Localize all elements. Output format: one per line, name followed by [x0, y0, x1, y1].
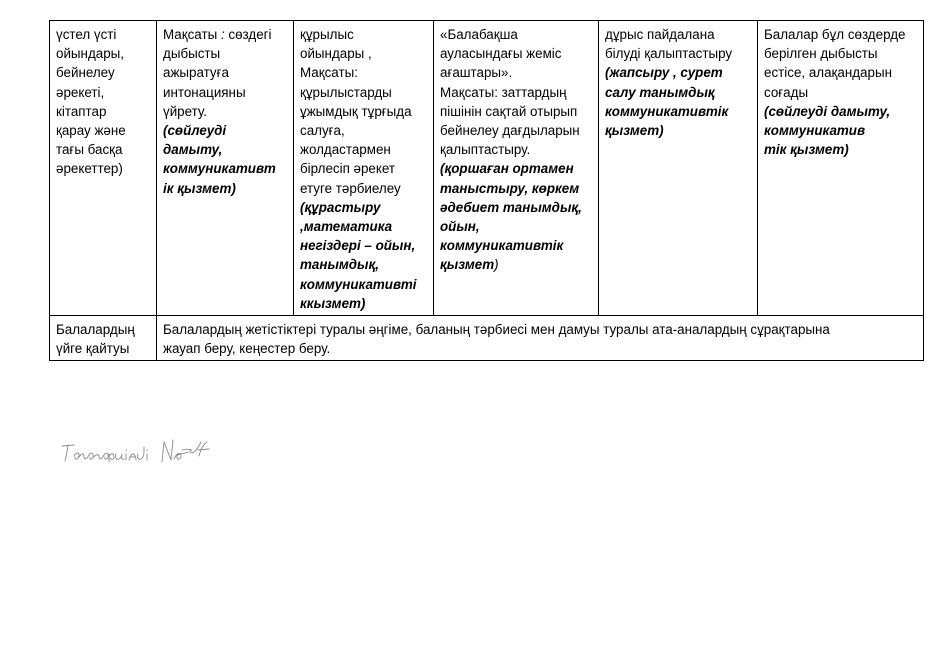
cell-line: «Балабақша: [440, 27, 518, 42]
cell-line-emphasis: коммуникативтік: [440, 238, 564, 254]
cell-line: білуді қалыптастыру: [605, 46, 733, 62]
cell-line: кітаптар: [56, 103, 107, 119]
table-row: [50, 316, 924, 361]
table-cell-speech-goal: [157, 21, 294, 316]
cell-line: дыбысты: [163, 46, 221, 62]
signature-image: [58, 430, 228, 470]
cell-line: тағы басқа: [56, 142, 123, 158]
cell-line-emphasis: тік қызмет): [764, 142, 849, 158]
cell-line-emphasis: коммуникативті: [300, 276, 417, 292]
cell-line-emphasis: коммуникатив: [764, 123, 866, 139]
cell-line-emphasis: салу танымдық: [605, 84, 715, 100]
cell-line-emphasis: әдебиет танымдық,: [440, 199, 582, 215]
cell-line: бірлесіп әрекет: [300, 161, 396, 177]
cell-line: жауап беру, кеңестер беру.: [163, 341, 331, 357]
cell-line-emphasis: ккызмет): [300, 295, 366, 311]
table-cell-sound-game: [758, 21, 924, 316]
goal-rest: сөздегі: [224, 27, 272, 42]
cell-line: ойындары,: [56, 46, 124, 62]
cell-line: үйрету.: [163, 103, 207, 119]
cell-line: соғады: [764, 84, 809, 100]
cell-line-emphasis: (сөйлеуді дамыту,: [764, 103, 891, 119]
cell-line: интонацияны: [163, 84, 246, 100]
cell-line: Балалар бұл сөздерде: [764, 27, 906, 42]
cell-line-emphasis: дамыту,: [163, 142, 223, 158]
cell-line-emphasis: қызмет): [605, 123, 664, 139]
goal-prefix: Мақсаты: [163, 27, 221, 42]
cell-line-emphasis: коммуникативтік: [605, 103, 729, 119]
cell-line: ағаштары».: [440, 65, 513, 81]
cell-line-emphasis: (қоршаған ортамен: [440, 161, 574, 177]
cell-line: пішінін сақтай отырып: [440, 103, 578, 119]
cell-line: қалыптастыру.: [440, 142, 531, 158]
cell-line-emphasis: ік қызмет): [163, 180, 236, 196]
cell-line: қарау және: [56, 123, 126, 139]
table-cell-construction: [294, 21, 434, 316]
cell-line: [440, 255, 592, 274]
cell-line-emphasis: (жапсыру , сурет: [605, 65, 723, 81]
cell-line-emphasis: таныстыру, көркем: [440, 180, 580, 196]
cell-line: естісе, алақандарын: [764, 65, 892, 81]
table-cell-parent-talk: [157, 316, 924, 361]
table-cell-applique: [599, 21, 758, 316]
cell-line: ұжымдық тұрғыда: [300, 103, 412, 119]
cell-line: үстел үсті: [56, 27, 117, 42]
cell-line: құрылыс: [300, 27, 354, 42]
cell-line: үйге қайтуы: [56, 341, 130, 357]
cell-line: жолдастармен: [300, 142, 391, 158]
cell-line: Балалардың: [56, 322, 135, 338]
schedule-table: [49, 20, 924, 361]
cell-line-emphasis: (құрастыру: [300, 199, 381, 215]
cell-line-emphasis: коммуникативт: [163, 161, 276, 177]
cell-line: Мақсаты:: [300, 65, 358, 81]
cell-line-emphasis: ойын,: [440, 219, 480, 235]
cell-line: Мақсаты: заттардың: [440, 84, 567, 100]
cell-line: дұрыс пайдалана: [605, 27, 715, 42]
table-cell-going-home: [50, 316, 157, 361]
cell-line: ойындары ,: [300, 46, 372, 62]
cell-line: берілген дыбысты: [764, 46, 878, 62]
table-cell-drawing: [434, 21, 599, 316]
cell-line-emphasis: (сөйлеуді: [163, 123, 227, 139]
cell-line: әрекеттер): [56, 161, 123, 177]
cell-line: етуге тәрбиелеу: [300, 180, 401, 196]
cell-line: құрылыстарды: [300, 84, 392, 100]
cell-line: бейнелеу: [56, 65, 115, 81]
cell-line-emphasis: негіздері – ойын,: [300, 238, 416, 254]
cell-line: бейнелеу дағдыларын: [440, 123, 580, 139]
table-cell-activities: [50, 21, 157, 316]
table-row: [50, 21, 924, 316]
cell-line: салуға,: [300, 123, 345, 139]
cell-line-emphasis: танымдық,: [300, 257, 380, 273]
cell-line-emphasis: қызмет: [440, 257, 495, 273]
cell-line: ауласындағы жеміс: [440, 46, 562, 62]
cell-line: ажыратуға: [163, 65, 229, 81]
closing-paren: ): [494, 257, 499, 273]
cell-line: [163, 25, 287, 44]
cell-line: әрекеті,: [56, 84, 105, 100]
cell-line-emphasis: ,математика: [300, 219, 393, 235]
cell-line: Балалардың жетістіктері туралы әңгіме, баланың тәрбиесі мен дамуы туралы ата-аналардың сұрақтарына: [163, 322, 830, 338]
goal-colon: :: [220, 27, 225, 42]
